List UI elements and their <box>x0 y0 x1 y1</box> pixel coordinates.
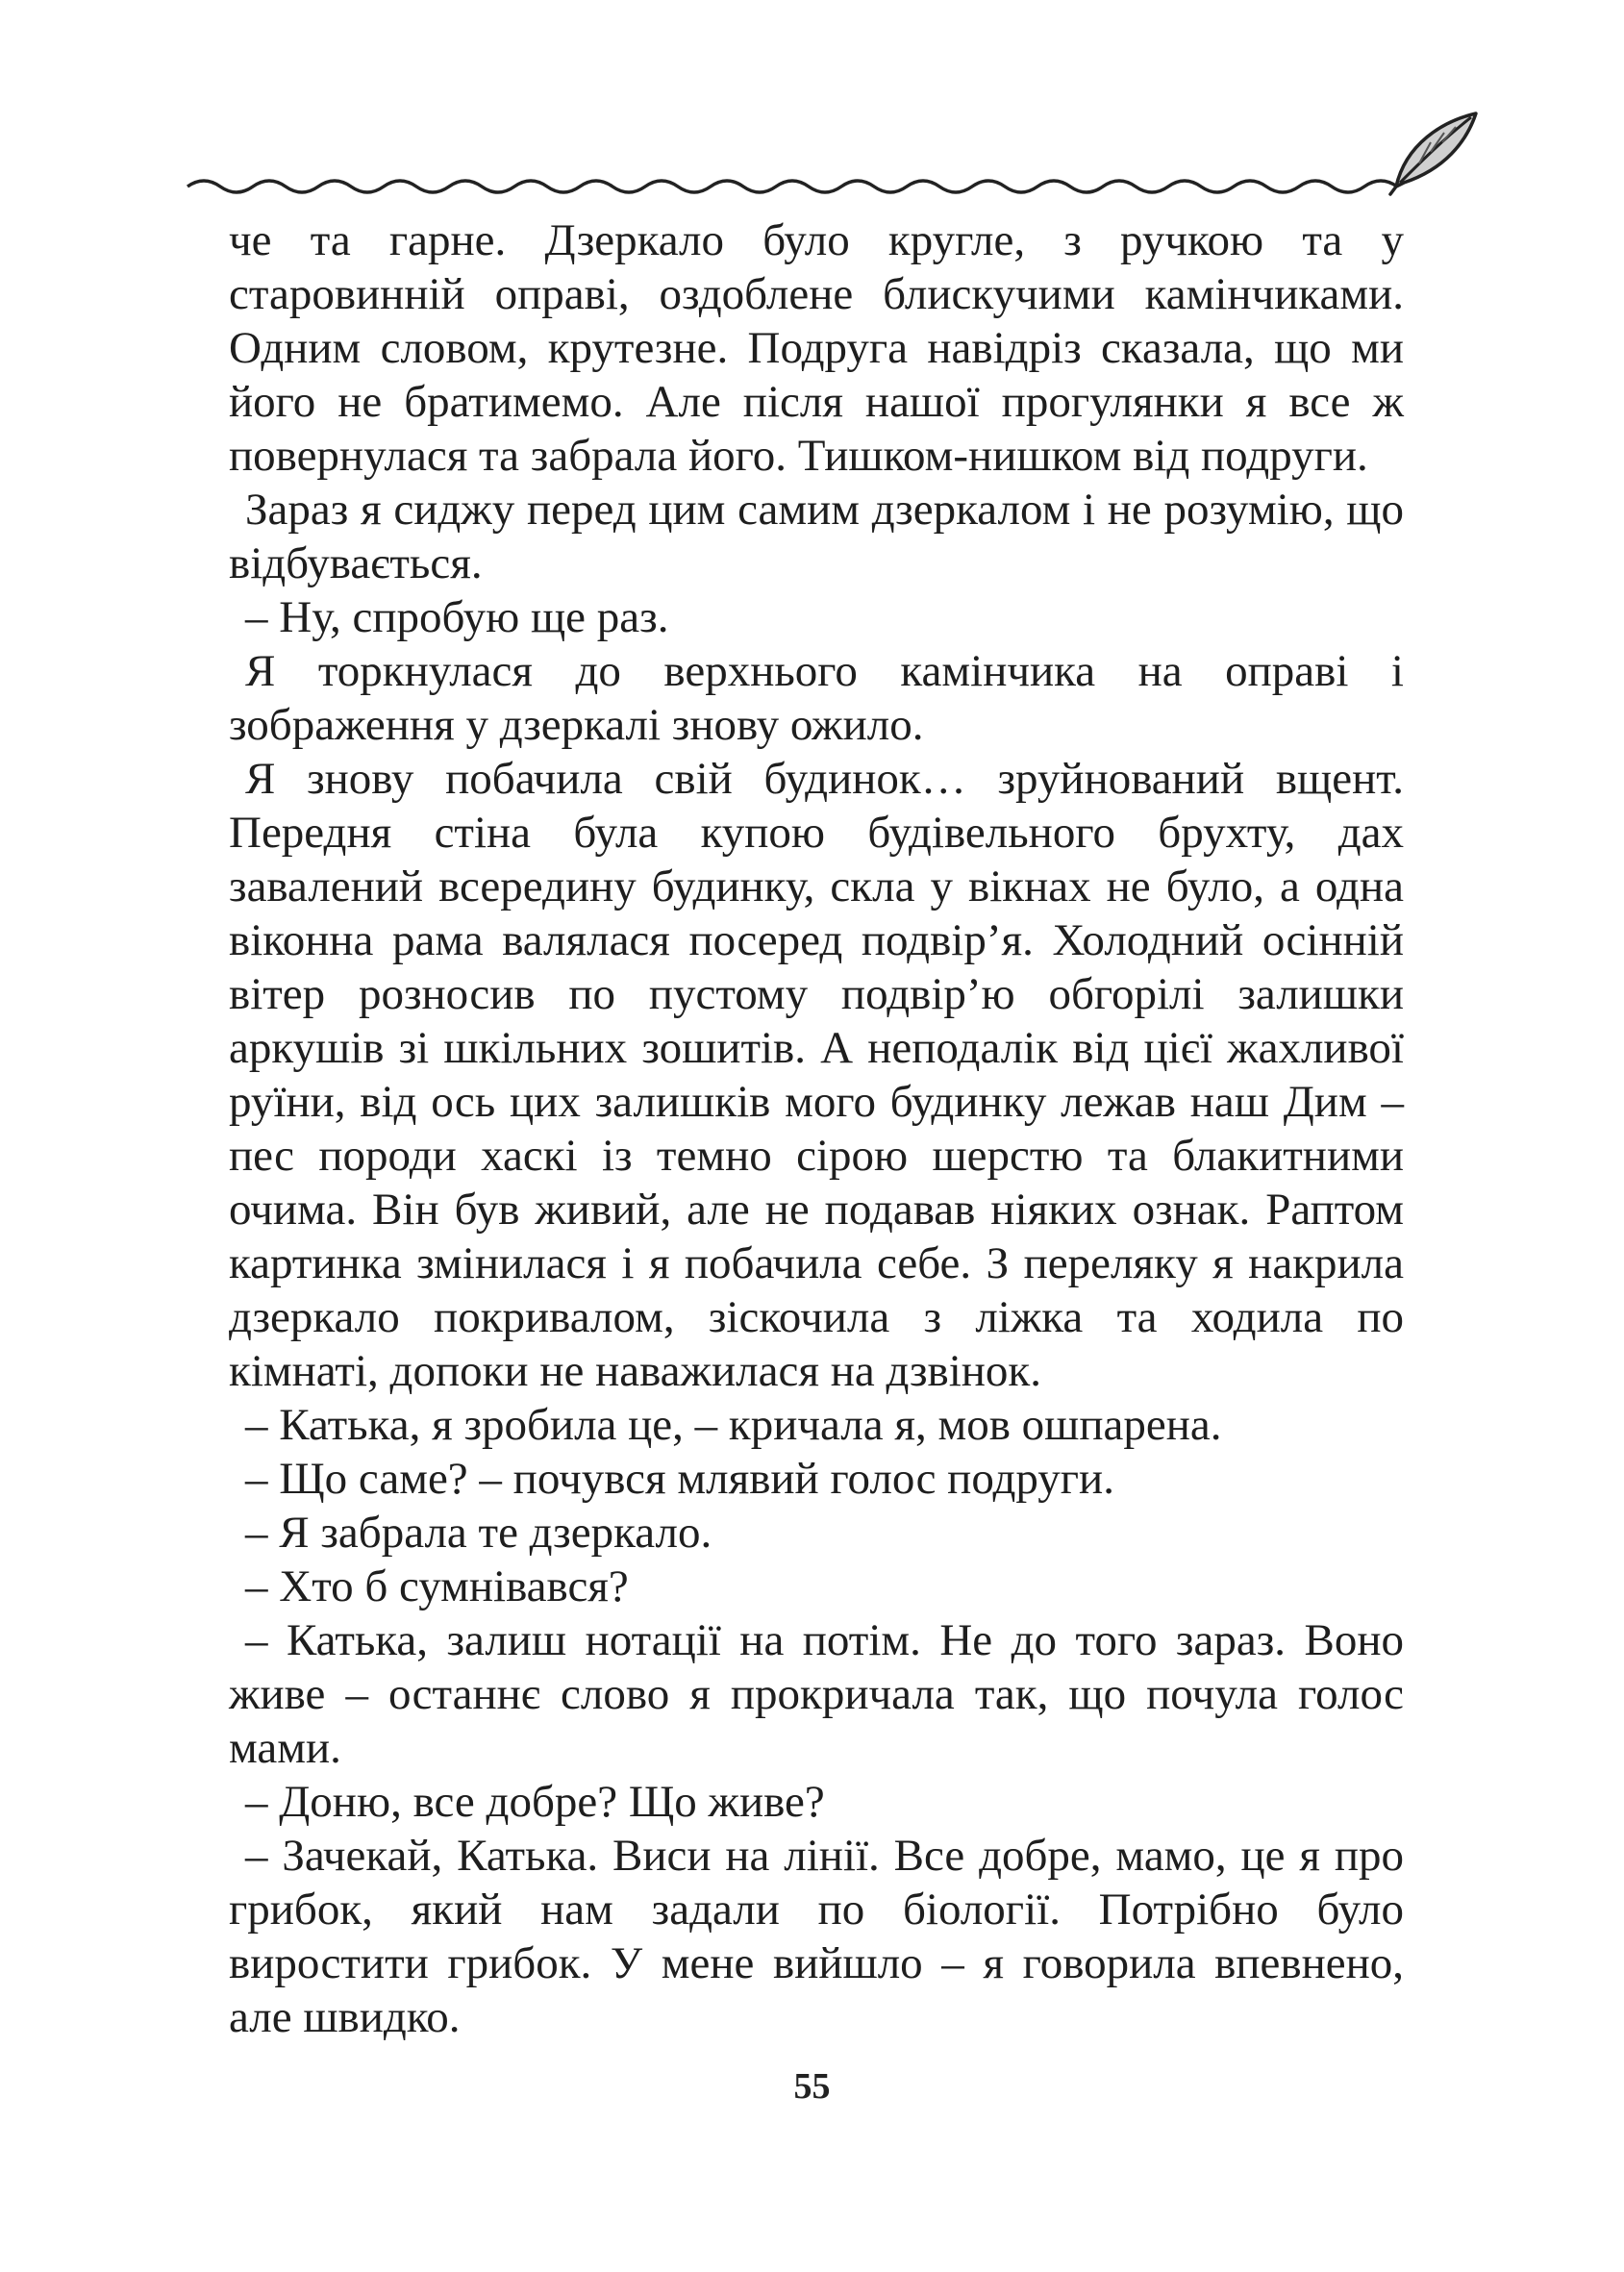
header-wavy-line-ornament <box>183 106 1481 212</box>
dialogue-line: – Я забрала те дзеркало. <box>245 1508 712 1558</box>
paragraph-try-again: – Ну, спробую ще раз. <box>245 592 669 642</box>
dialogue-line: – Зачекай, Катька. Виси на лінії. Все добре, мамо, це я про грибок, який нам задали по біології. Потрібно було виростити грибок. У мене вийшло – я говорила впевнено, але швидко. <box>229 1831 1404 2042</box>
dialogue-line: – Катька, залиш нотації на потім. Не до того зараз. Воно живе – останнє слово я прокричала так, що почула голос мами. <box>229 1615 1404 1773</box>
dialogue-line: – Що саме? – почувся млявий голос подруги. <box>245 1454 1114 1504</box>
paragraph-mirror-description: че та гарне. Дзеркало було кругле, з ручкою та у старовинній оправі, оздоблене блискучими камінчиками. Одним словом, крутезне. Подруга навідріз сказала, що ми його не братимемо. Але після нашої прогулянки я все ж повернулася та забрала його. Тишком-нишком від подруги. <box>229 215 1404 481</box>
paragraph-ruined-house-vision: Я знову побачила свій будинок… зруйнований вщент. Передня стіна була купою будівельного брухту, дах завалений всередину будинку, скла у вікнах не було, а одна віконна рама валялася посеред подвір’я. Холодний осінній вітер розносив по пустому подвір’ю обгорілі залишки аркушів зі шкільних зошитів. А неподалік від цієї жахливої руїни, від ось цих залишків мого будинку лежав наш Дим – пес породи хаскі із темно сірою шерстю та блакитними очима. Він був живий, але не подавав ніяких ознак. Раптом картинка змінилася і я побачила себе. З переляку я накрила дзеркало покривалом, зіскочила з ліжка та ходила по кімнаті, допоки не наважилася на дзвінок. <box>229 754 1404 1396</box>
dialogue-line: – Доню, все добре? Що живе? <box>245 1777 825 1827</box>
dialogue-line: – Катька, я зробила це, – кричала я, мов ошпарена. <box>245 1400 1222 1450</box>
page-number: 55 <box>793 2066 831 2107</box>
paragraph-sitting-before-mirror: Зараз я сиджу перед цим самим дзеркалом і не розумію, що відбувається. <box>229 485 1404 588</box>
story-text <box>229 213 1404 2044</box>
wavy-line <box>187 181 1397 192</box>
paragraph-touched-stone: Я торкнулася до верхнього камінчика на оправі і зображення у дзеркалі знову ожило. <box>229 646 1404 750</box>
quill-feather-icon <box>1390 113 1476 194</box>
dialogue-line: – Хто б сумнівався? <box>245 1561 629 1611</box>
